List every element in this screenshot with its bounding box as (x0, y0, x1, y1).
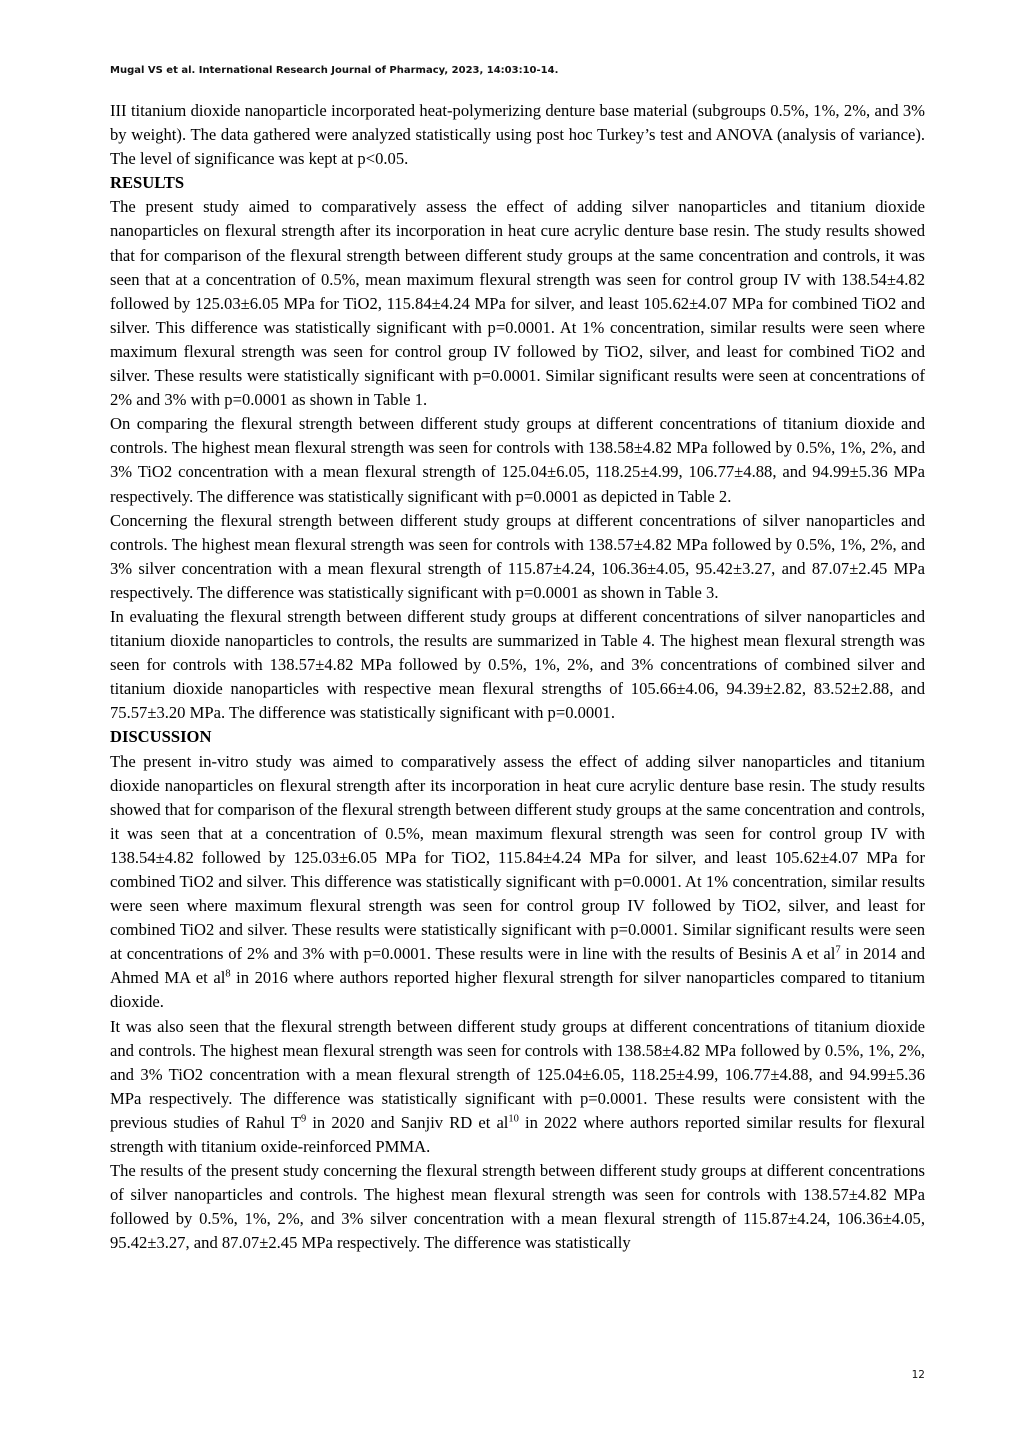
citation-superscript: 7 (835, 944, 841, 956)
citation-superscript: 9 (300, 1113, 307, 1125)
page-number: 12 (911, 1369, 925, 1381)
text-segment: It was also seen that the flexural strength between different study groups at different concentrations of titanium dioxide and controls. The highest mean flexural strength was seen for controls with 138.58±4.82 MPa followed by 0.5%, 1%, 2%, and 3% TiO2 concentration with a mean flexural strength of 125.04±6.05, 118.25±4.99, 106.77±4.88, and 94.99±5.36 MPa respectively. The difference was statistically significant with p=0.0001. These results were consistent with the previous studies of Rahul T (110, 1016, 925, 1132)
text-segment: The present in-vitro study was aimed to comparatively assess the effect of adding silver nanoparticles and titanium dioxide nanoparticles on flexural strength after its incorporation in heat cure acrylic denture base resin. The study results showed that for comparison of the flexural strength between different study groups at the same concentration and controls, it was seen that at a concentration of 0.5%, mean maximum flexural strength was seen for control group IV with 138.54±4.82 followed by 125.03±6.05 MPa for TiO2, 115.84±4.24 MPa for silver, and least 105.62±4.07 MPa for combined TiO2 and silver. This difference was statistically significant with p=0.0001. At 1% concentration, similar results were seen where maximum flexural strength was seen for control group IV followed by TiO2, silver, and least for combined TiO2 and silver. These results were statistically significant with p=0.0001. Similar significant results were seen at concentrations of 2% and 3% with p=0.0001. These results were in line with the results of Besinis A et al (110, 751, 925, 964)
discussion-paragraph-3: The results of the present study concerning the flexural strength between different study groups at different concentrations of silver nanoparticles and controls. The highest mean flexural strength was seen for controls with 138.57±4.82 MPa followed by 0.5%, 1%, 2%, and 3% silver concentration with a mean flexural strength of 115.87±4.24, 106.36±4.05, 95.42±3.27, and 87.07±2.45 MPa respectively. The difference was statistically (110, 1161, 925, 1253)
discussion-paragraph-2 (110, 1015, 925, 1160)
results-paragraph-3: Concerning the flexural strength between different study groups at different concentrations of silver nanoparticles and controls. The highest mean flexural strength was seen for controls with 138.57±4.82 MPa followed by 0.5%, 1%, 2%, and 3% silver concentration with a mean flexural strength of 115.87±4.24, 106.36±4.05, 95.42±3.27, and 87.07±2.45 MPa respectively. The difference was statistically significant with p=0.0001 as shown in Table 3. (110, 510, 925, 602)
discussion-heading: DISCUSSION (110, 727, 212, 747)
text-segment: in 2014 and Ahmed MA et al (110, 944, 925, 988)
text-segment: in 2016 where authors reported higher flexural strength for silver nanoparticles compared to titanium dioxide. (110, 968, 925, 1012)
results-paragraph-4: In evaluating the flexural strength between different study groups at different concentrations of silver nanoparticles and titanium dioxide nanoparticles to controls, the results are summarized in Table 4. The highest mean flexural strength was seen for controls with 138.57±4.82 MPa followed by 0.5%, 1%, 2%, and 3% concentrations of combined silver and titanium dioxide nanoparticles with respective mean flexural strengths of 105.66±4.06, 94.39±2.82, 83.52±2.88, and 75.57±3.20 MPa. The difference was statistically significant with p=0.0001. (110, 606, 925, 723)
citation-superscript: 10 (508, 1113, 519, 1125)
citation-superscript: 8 (225, 968, 231, 980)
methods-paragraph-continued: III titanium dioxide nanoparticle incorporated heat-polymerizing denture base material (subgroups 0.5%, 1%, 2%, and 3% by weight). The data gathered were analyzed statistically using post hoc Turkey’s test and ANOVA (analysis of variance). The level of significance was kept at p<0.05. (110, 101, 925, 169)
text-segment: in 2022 where authors reported similar results for flexural strength with titanium oxide-reinforced PMMA. (110, 1112, 925, 1157)
article-body (110, 99, 925, 1256)
results-paragraph-2: On comparing the flexural strength between different study groups at different concentrations of titanium dioxide and controls. The highest mean flexural strength was seen for controls with 138.58±4.82 MPa followed by 0.5%, 1%, 2%, and 3% TiO2 concentration with a mean flexural strength of 125.04±6.05, 118.25±4.99, 106.77±4.88, and 94.99±5.36 MPa respectively. The difference was statistically significant with p=0.0001 as depicted in Table 2. (110, 414, 925, 506)
results-paragraph-1: The present study aimed to comparatively assess the effect of adding silver nanoparticles and titanium dioxide nanoparticles on flexural strength after its incorporation in heat cure acrylic denture base resin. The study results showed that for comparison of the flexural strength between different study groups at the same concentration and controls, it was seen that at a concentration of 0.5%, mean maximum flexural strength was seen for control group IV with 138.54±4.82 followed by 125.03±6.05 MPa for TiO2, 115.84±4.24 MPa for silver, and least 105.62±4.07 MPa for combined TiO2 and silver. This difference was statistically significant with p=0.0001. At 1% concentration, similar results were seen where maximum flexural strength was seen for control group IV followed by TiO2, silver, and least for combined TiO2 and silver. These results were statistically significant with p=0.0001. Similar significant results were seen at concentrations of 2% and 3% with p=0.0001 as shown in Table 1. (110, 197, 925, 410)
discussion-paragraph-1 (110, 750, 925, 1015)
running-header: Mugal VS et al. International Research Journal of Pharmacy, 2023, 14:03:10-14. (110, 65, 559, 76)
text-segment: in 2020 and Sanjiv RD et al (306, 1112, 509, 1132)
results-heading: RESULTS (110, 173, 185, 193)
